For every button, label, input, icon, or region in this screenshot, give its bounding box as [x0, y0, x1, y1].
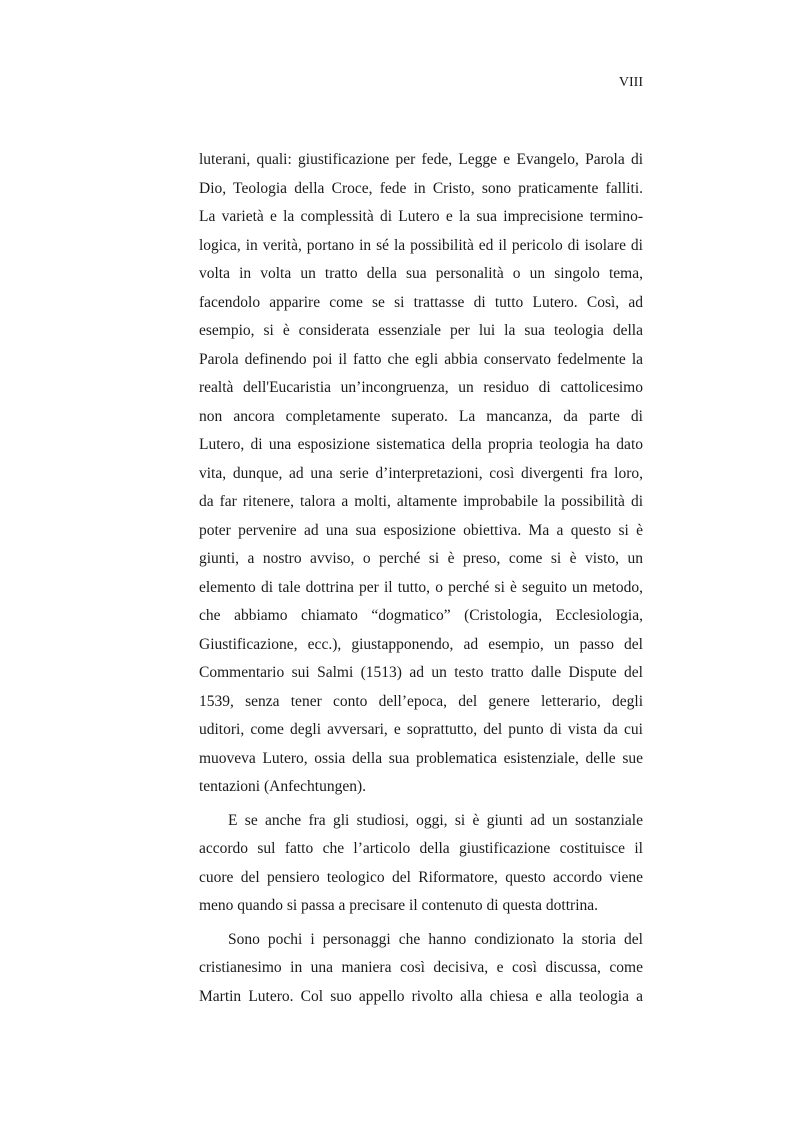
text-line: Parola definendo poi il fatto che egli abbia conservato fedelmente la — [199, 350, 643, 368]
text-line: volta in volta un tratto della sua personalità o un singolo tema, — [199, 265, 643, 282]
text-line: uditori, come degli avversari, e soprattutto, del punto di vista da cui — [199, 721, 643, 738]
text-line: facendolo apparire come se si trattasse di tutto Lutero. Così, ad — [199, 293, 643, 311]
paragraph-1 — [199, 146, 643, 802]
paragraph-2 — [199, 807, 643, 921]
text-line: cuore del pensiero teologico del Riformatore, questo accordo viene — [199, 868, 643, 886]
page-number: VIII — [618, 75, 643, 90]
text-line: non ancora completamente superato. La mancanza, da parte di — [199, 407, 643, 425]
text-line: Sono pochi i personaggi che hanno condizionato la storia del — [228, 930, 643, 948]
text-line: da far ritenere, talora a molti, altamente improbabile la possibilità di — [199, 493, 643, 510]
text-line: Dio, Teologia della Croce, fede in Cristo, sono praticamente falliti. — [199, 179, 643, 197]
text-line: Giustificazione, ecc.), giustapponendo, ad esempio, un passo del — [199, 635, 643, 653]
text-line: logica, in verità, portano in sé la possibilità ed il pericolo di isolare di — [199, 236, 643, 254]
text-line: poter pervenire ad una sua esposizione obiettiva. Ma a questo si è — [199, 521, 643, 539]
text-line: esempio, si è considerata essenziale per lui la sua teologia della — [199, 322, 643, 339]
text-line: muoveva Lutero, ossia della sua problematica esistenziale, delle sue — [199, 749, 643, 767]
text-line: accordo sul fatto che l’articolo della giustificazione costituisce il — [199, 840, 643, 857]
paragraph-3 — [199, 926, 643, 1012]
text-line: La varietà e la complessità di Lutero e la sua imprecisione termino- — [199, 208, 643, 225]
text-line: Martin Lutero. Col suo appello rivolto alla chiesa e alla teologia a — [199, 987, 643, 1005]
text-line: cristianesimo in una maniera così decisiva, e così discussa, come — [199, 959, 643, 976]
text-line: luterani, quali: giustificazione per fede, Legge e Evangelo, Parola di — [199, 151, 643, 168]
text-line: che abbiamo chiamato “dogmatico” (Cristologia, Ecclesiologia, — [199, 607, 643, 624]
text-line: elemento di tale dottrina per il tutto, o perché si è seguito un metodo, — [199, 578, 643, 596]
text-line: 1539, senza tener conto dell’epoca, del genere letterario, degli — [199, 692, 643, 710]
text-line: E se anche fra gli studiosi, oggi, si è giunti ad un sostanziale — [228, 811, 643, 829]
text-line: giunti, a nostro avviso, o perché si è preso, come si è visto, un — [199, 550, 643, 567]
body-text — [199, 146, 643, 1011]
text-line: vita, dunque, ad una serie d’interpretazioni, così divergenti fra loro, — [199, 464, 643, 482]
text-line: meno quando si passa a precisare il contenuto di questa dottrina. — [199, 897, 599, 914]
text-line: Commentario sui Salmi (1513) ad un testo tratto dalle Dispute del — [199, 664, 643, 681]
text-line: realtà dell'Eucaristia un’incongruenza, un residuo di cattolicesimo — [199, 379, 643, 396]
text-line: tentazioni (Anfechtungen). — [199, 778, 366, 795]
text-line: Lutero, di una esposizione sistematica della propria teologia ha dato — [199, 436, 643, 453]
